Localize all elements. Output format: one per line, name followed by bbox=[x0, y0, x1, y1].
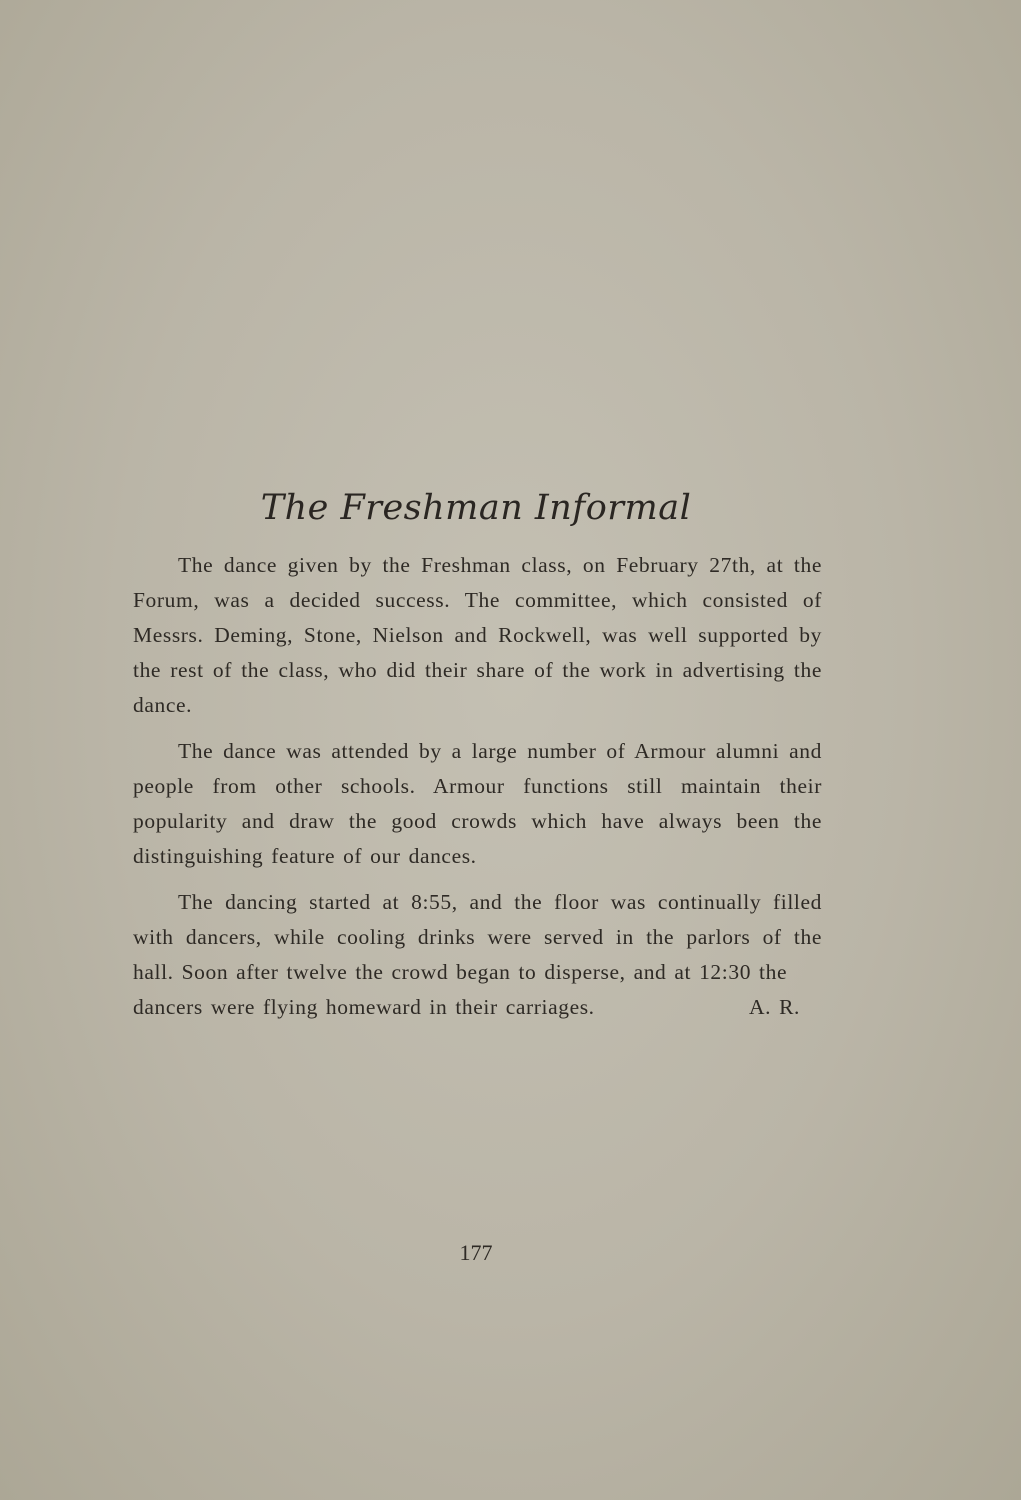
article-title: The Freshman Informal bbox=[260, 488, 692, 528]
closing-line-row bbox=[133, 990, 822, 1025]
closing-line: dancers were flying homeward in their carriages. bbox=[133, 995, 595, 1019]
paragraph-3-text: The dancing started at 8:55, and the floor was continually filled with dancers, while cooling drinks were served in the parlors of the hall. Soon after twelve the crowd began to disperse, and at 12:30 the bbox=[133, 890, 822, 984]
author-signature: A. R. bbox=[749, 995, 800, 1019]
folio: 177 bbox=[459, 1240, 493, 1265]
paragraph-1: The dance given by the Freshman class, on February 27th, at the Forum, was a decided success. The committee, which consisted of Messrs. Deming, Stone, Nielson and Rockwell, was well supported by the rest of the class, who did their share of the work in advertising the dance. bbox=[133, 553, 822, 717]
article-body bbox=[133, 548, 822, 1025]
paragraph-2: The dance was attended by a large number of Armour alumni and people from other schools. Armour functions still maintain their popularity and draw the good crowds which have always been the distinguishing feature of our dances. bbox=[133, 739, 822, 868]
paragraph-3 bbox=[133, 885, 822, 990]
